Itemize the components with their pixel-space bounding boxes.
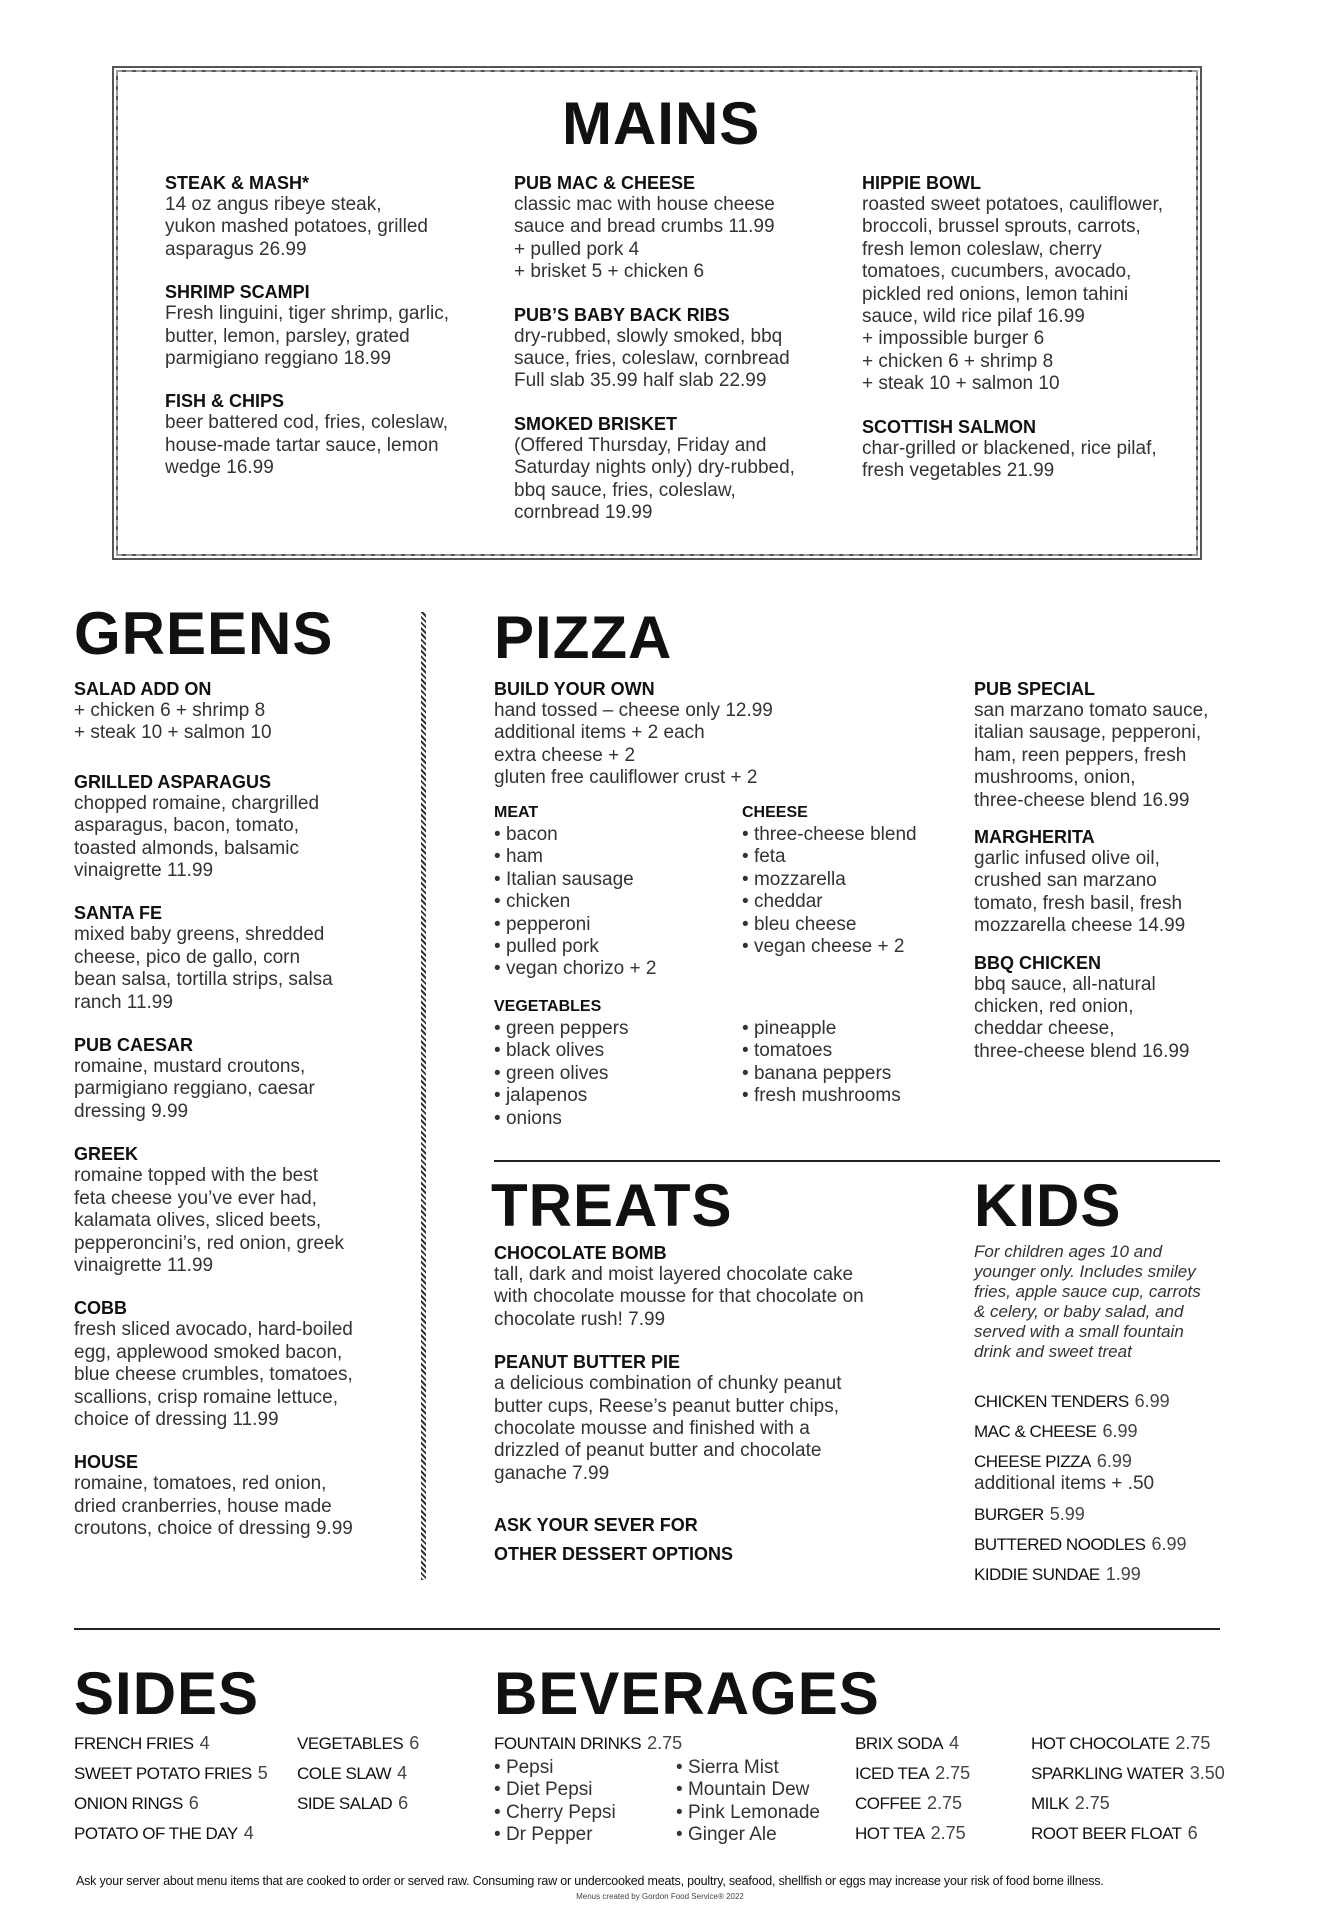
pizza-meat-list (494, 802, 724, 981)
beverage-item: ROOT BEER FLOAT 6 (1031, 1823, 1198, 1843)
side-item: FRENCH FRIES 4 (74, 1733, 210, 1753)
menu-item-name: HIPPIE BOWL (862, 173, 982, 193)
pizza-build-your-own (494, 678, 934, 790)
menu-item-desc: classic mac with house cheese sauce and bread crumbs 11.99 + pulled pork 4 + brisket 5 + chicken 6 (514, 194, 775, 283)
topping: • bacon (494, 824, 724, 846)
beverage-item: MILK 2.75 (1031, 1793, 1110, 1813)
kids-pizza-extra: additional items + .50 (974, 1473, 1155, 1494)
pizza-specials (974, 678, 1264, 1077)
mains-column-3 (862, 172, 1192, 502)
topping: • onions (494, 1108, 724, 1130)
beverages-title: BEVERAGES (494, 1660, 880, 1727)
section-divider (494, 1160, 1220, 1162)
topping: • Italian sausage (494, 869, 724, 891)
menu-item-desc: roasted sweet potatoes, cauliflower, broccoli, brussel sprouts, carrots, fresh lemon coleslaw, cherry tomatoes, cucumbers, avocado, pickled red onions, lemon tahini sauce, wild rice pilaf 16.99 + impossible burger 6 + chicken 6 + shrimp 8 + steak 10 + salmon 10 (862, 194, 1164, 395)
footer-disclaimer: Ask your server about menu items that are cooked to order or served raw. Consuming raw or undercooked meats, poultry, seafood, shellfish or eggs may increase your risk of food borne illness. (76, 1874, 1104, 1888)
menu-item-desc: bbq sauce, all-natural chicken, red onion, cheddar cheese, three-cheese blend 16.99 (974, 973, 1190, 1062)
menu-item-name: PUB’S BABY BACK RIBS (514, 304, 730, 325)
menu-item-desc: garlic infused olive oil, crushed san marzano tomato, fresh basil, fresh mozzarella cheese 14.99 (974, 848, 1186, 937)
menu-item-name: SALAD ADD ON (74, 679, 212, 699)
kids-item: CHEESE PIZZA 6.99 (974, 1451, 1132, 1471)
treats-list (494, 1242, 944, 1569)
topping: • banana peppers (742, 1063, 972, 1085)
sides-col-1 (74, 1732, 294, 1852)
beverage-item: HOT TEA 2.75 (855, 1823, 966, 1843)
fountain-option: • Pepsi (494, 1757, 660, 1779)
topping: • bleu cheese (742, 914, 972, 936)
menu-item-name: PEANUT BUTTER PIE (494, 1352, 681, 1373)
menu-item-name: CHOCOLATE BOMB (494, 1243, 667, 1263)
menu-item-desc: chopped romaine, chargrilled asparagus, bacon, tomato, toasted almonds, balsamic vinaigrette 11.99 (74, 792, 320, 882)
menu-item-name: STEAK & MASH* (165, 173, 310, 193)
sides-title: SIDES (74, 1660, 260, 1727)
mains-title: MAINS (562, 90, 761, 157)
section-divider (74, 1628, 1220, 1630)
kids-note: For children ages 10 and younger only. Includes smiley fries, apple sauce cup, carrots & celery, or baby salad, and served with a small fountain drink and sweet treat (974, 1242, 1201, 1361)
side-item: SIDE SALAD 6 (297, 1793, 409, 1813)
fountain-drinks (494, 1732, 844, 1847)
menu-item-name: SHRIMP SCAMPI (165, 282, 310, 303)
kids-title: KIDS (974, 1172, 1122, 1239)
fountain-option: • Mountain Dew (676, 1779, 820, 1801)
kids-item: MAC & CHEESE 6.99 (974, 1421, 1138, 1441)
column-divider (421, 612, 426, 1580)
side-item: COLE SLAW 4 (297, 1763, 408, 1783)
footer-credit: Menus created by Gordon Food Service® 2022 (576, 1892, 744, 1901)
menu-item-name: GREEK (74, 1144, 139, 1165)
menu-item-name: HOUSE (74, 1452, 139, 1473)
menu-item-desc: Fresh linguini, tiger shrimp, garlic, butter, lemon, parsley, grated parmigiano reggiano 18.99 (165, 303, 450, 370)
beverage-item: ICED TEA 2.75 (855, 1763, 971, 1783)
topping: • tomatoes (742, 1040, 972, 1062)
kids-item: KIDDIE SUNDAE 1.99 (974, 1564, 1141, 1585)
menu-item-desc: san marzano tomato sauce, italian sausage, pepperoni, ham, reen peppers, fresh mushrooms, onion, three-cheese blend 16.99 (974, 700, 1209, 811)
menu-item-name: PUB SPECIAL (974, 679, 1096, 699)
menu-item-desc: dry-rubbed, slowly smoked, bbq sauce, fries, coleslaw, cornbread Full slab 35.99 half slab 22.99 (514, 325, 790, 392)
kids-item: BUTTERED NOODLES 6.99 (974, 1534, 1187, 1555)
topping: • chicken (494, 891, 724, 913)
beverage-item: FOUNTAIN DRINKS 2.75 (494, 1733, 683, 1753)
menu-item-desc: hand tossed – cheese only 12.99 additional items + 2 each extra cheese + 2 gluten free cauliflower crust + 2 (494, 700, 773, 789)
menu-item-desc: (Offered Thursday, Friday and Saturday nights only) dry-rubbed, bbq sauce, fries, coleslaw, cornbread 19.99 (514, 434, 795, 524)
menu-item-name: SCOTTISH SALMON (862, 416, 1036, 437)
side-item: VEGETABLES 6 (297, 1733, 420, 1753)
menu-item-desc: + chicken 6 + shrimp 8 + steak 10 + salmon 10 (74, 700, 272, 744)
menu-item-name: GRILLED ASPARAGUS (74, 771, 272, 792)
menu-item-name: SMOKED BRISKET (514, 413, 678, 434)
greens-title: GREENS (74, 600, 334, 667)
menu-item-desc: beer battered cod, fries, coleslaw, house-made tartar sauce, lemon wedge 16.99 (165, 412, 449, 479)
menu-item-name: BBQ CHICKEN (974, 952, 1102, 973)
menu-item-name: PUB MAC & CHEESE (514, 173, 696, 193)
menu-item-desc: 14 oz angus ribeye steak, yukon mashed potatoes, grilled asparagus 26.99 (165, 194, 428, 260)
beverage-item: COFFEE 2.75 (855, 1793, 962, 1813)
beverage-item: BRIX SODA 4 (855, 1733, 960, 1753)
dessert-ask-line-1: ASK YOUR SEVER FOR (494, 1515, 698, 1536)
fountain-option: • Ginger Ale (676, 1824, 820, 1846)
topping: • fresh mushrooms (742, 1085, 972, 1107)
menu-item-name: COBB (74, 1298, 127, 1319)
beverages-col-4 (1031, 1732, 1271, 1852)
fountain-option: • Pink Lemonade (676, 1802, 820, 1824)
menu-item-desc: romaine, mustard croutons, parmigiano reggiano, caesar dressing 9.99 (74, 1056, 315, 1122)
side-item: SWEET POTATO FRIES 5 (74, 1763, 268, 1783)
topping: • green olives (494, 1063, 724, 1085)
fountain-option: • Diet Pepsi (494, 1779, 660, 1801)
topping: • pineapple (742, 1018, 972, 1040)
topping: • mozzarella (742, 869, 972, 891)
vegetables-label: VEGETABLES (494, 998, 602, 1015)
kids-item: BURGER 5.99 (974, 1504, 1085, 1525)
beverages-col-3 (855, 1732, 1025, 1852)
menu-item-name: MARGHERITA (974, 827, 1095, 848)
fountain-option: • Dr Pepper (494, 1824, 660, 1846)
menu-item-desc: mixed baby greens, shredded cheese, pico de gallo, corn bean salsa, tortilla strips, salsa ranch 11.99 (74, 924, 333, 1013)
mains-column-2 (514, 172, 834, 544)
fountain-option: • Sierra Mist (676, 1757, 820, 1779)
menu-item-name: PUB CAESAR (74, 1035, 194, 1056)
pizza-veg-list-2 (742, 1018, 972, 1108)
treats-title: TREATS (491, 1172, 733, 1239)
topping: • cheddar (742, 891, 972, 913)
kids-item: CHICKEN TENDERS 6.99 (974, 1391, 1170, 1411)
menu-item-desc: romaine, tomatoes, red onion, dried cranberries, house made croutons, choice of dressing 9.99 (74, 1473, 353, 1540)
greens-list (74, 678, 404, 1561)
topping: • pulled pork (494, 936, 724, 958)
topping: • jalapenos (494, 1085, 724, 1107)
cheese-label: CHEESE (742, 804, 808, 821)
menu-item-desc: char-grilled or blackened, rice pilaf, fresh vegetables 21.99 (862, 437, 1157, 482)
pizza-title: PIZZA (494, 604, 673, 671)
topping: • pepperoni (494, 914, 724, 936)
meat-label: MEAT (494, 804, 539, 821)
menu-item-desc: a delicious combination of chunky peanut butter cups, Reese’s peanut butter chips, chocolate mousse and finished with a drizzled of peanut butter and chocolate ganache 7.99 (494, 1373, 842, 1484)
mains-column-1 (165, 172, 485, 500)
pizza-veg-list (494, 996, 724, 1130)
topping: • three-cheese blend (742, 824, 972, 846)
menu-item-desc: tall, dark and moist layered chocolate cake with chocolate mousse for that chocolate on chocolate rush! 7.99 (494, 1264, 864, 1330)
topping: • vegan cheese + 2 (742, 936, 972, 958)
pizza-cheese-list (742, 802, 972, 958)
menu-item-name: BUILD YOUR OWN (494, 679, 655, 699)
beverage-item: HOT CHOCOLATE 2.75 (1031, 1733, 1211, 1753)
menu-item-name: SANTA FE (74, 903, 162, 924)
sides-col-2 (297, 1732, 457, 1822)
menu-item-name: FISH & CHIPS (165, 391, 285, 412)
topping: • vegan chorizo + 2 (494, 958, 724, 980)
topping: • black olives (494, 1040, 724, 1062)
topping: • ham (494, 846, 724, 868)
fountain-option: • Cherry Pepsi (494, 1802, 660, 1824)
topping: • green peppers (494, 1018, 724, 1040)
side-item: POTATO OF THE DAY 4 (74, 1823, 254, 1843)
kids-menu (974, 1390, 1264, 1593)
menu-item-desc: romaine topped with the best feta cheese you’ve ever had, kalamata olives, sliced beets, pepperoncini’s, red onion, greek vinaigrette 11.99 (74, 1165, 345, 1276)
dessert-ask-line-2: OTHER DESSERT OPTIONS (494, 1544, 734, 1565)
topping: • feta (742, 846, 972, 868)
side-item: ONION RINGS 6 (74, 1793, 199, 1813)
menu-item-desc: fresh sliced avocado, hard-boiled egg, applewood smoked bacon, blue cheese crumbles, tomatoes, scallions, crisp romaine lettuce, choice of dressing 11.99 (74, 1319, 353, 1430)
beverage-item: SPARKLING WATER 3.50 (1031, 1763, 1225, 1783)
